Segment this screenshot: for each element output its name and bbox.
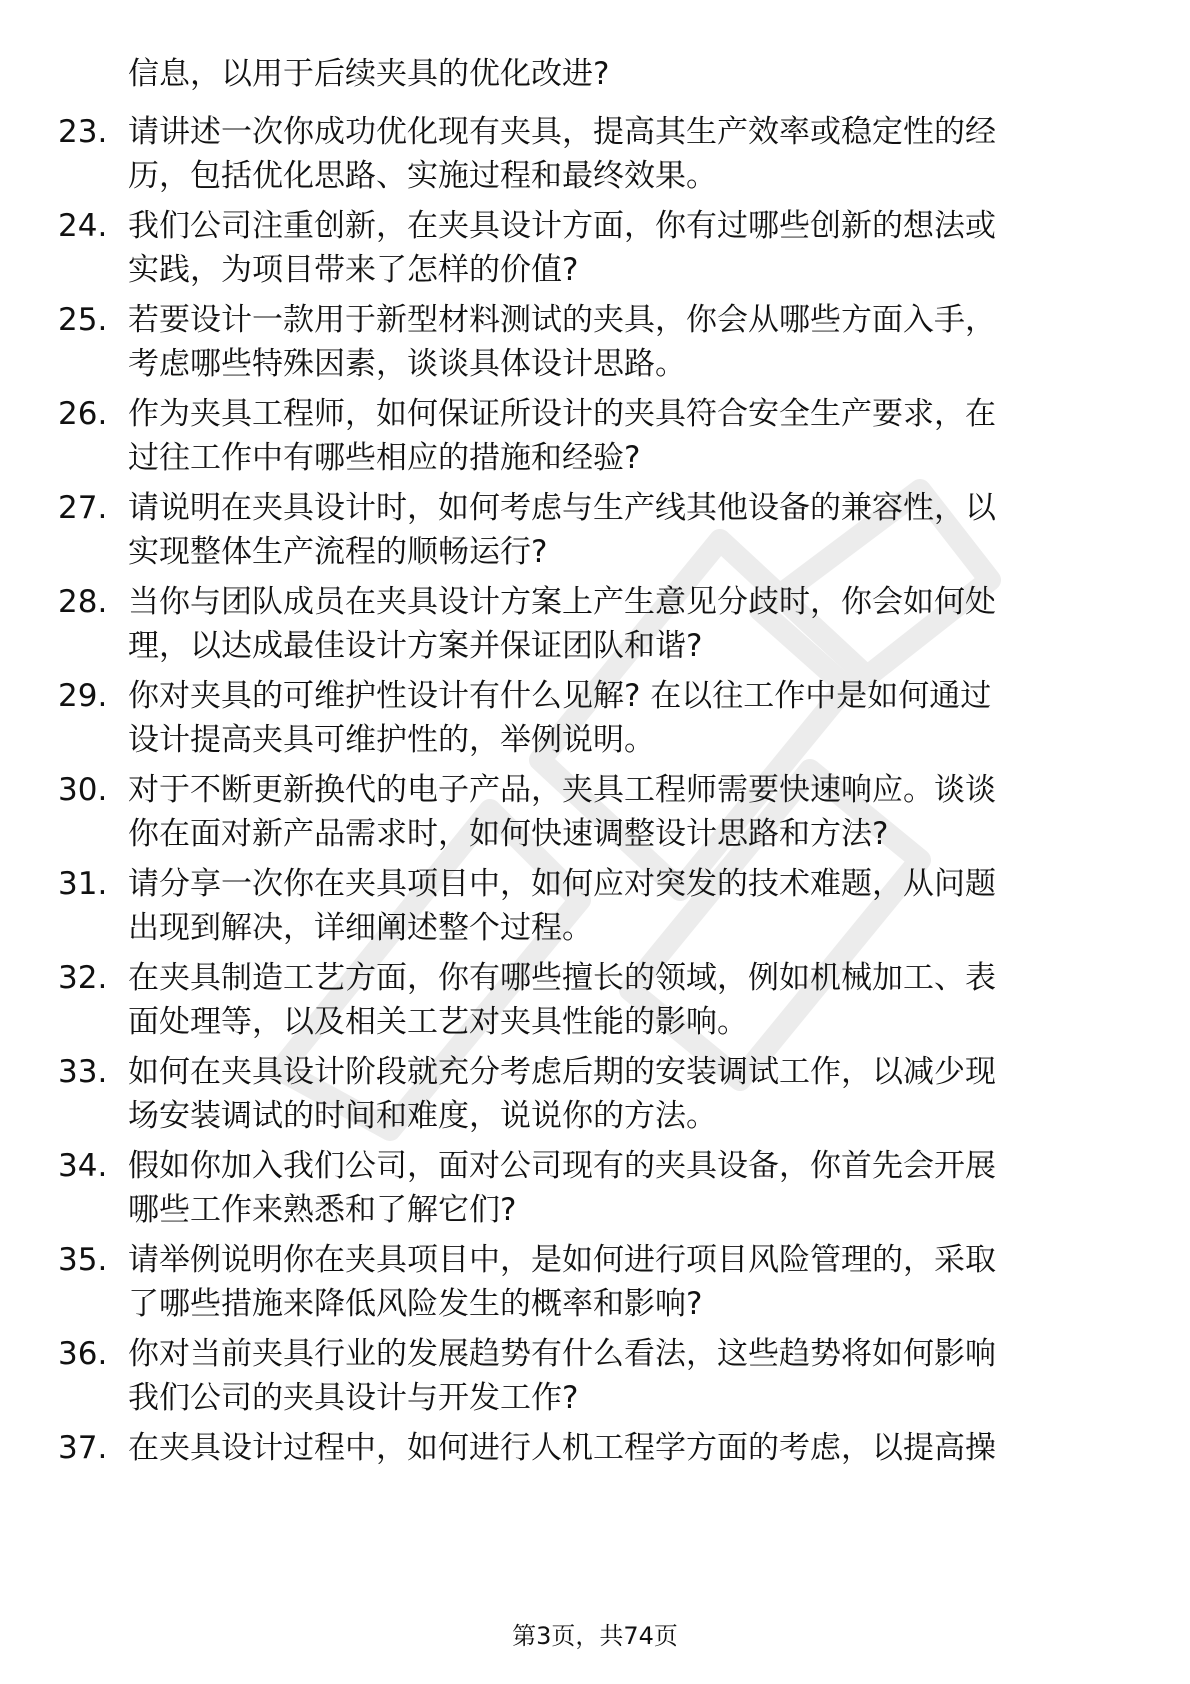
item-line: 你在面对新产品需求时，如何快速调整设计思路和方法? [128,816,889,852]
item-text [128,956,1118,1044]
item-line: 你对当前夹具行业的发展趋势有什么看法，这些趋势将如何影响 [128,1336,996,1372]
page-number-footer: 第3页，共74页 [512,1622,678,1650]
item-number: 25. [58,302,108,338]
item-text [128,1426,1118,1470]
item-line: 设计提高夹具可维护性的，举例说明。 [128,722,655,758]
item-number: 36. [58,1336,108,1372]
item-number: 29. [58,678,108,714]
item-number: 31. [58,866,108,902]
item-text [128,110,1118,198]
item-line: 我们公司注重创新，在夹具设计方面，你有过哪些创新的想法或 [128,208,996,244]
item-line: 你对夹具的可维护性设计有什么见解? 在以往工作中是如何通过 [128,678,992,714]
item-line: 当你与团队成员在夹具设计方案上产生意见分歧时，你会如何处 [128,584,996,620]
item-line: 面处理等，以及相关工艺对夹具性能的影响。 [128,1004,748,1040]
item-number: 34. [58,1148,108,1184]
item-number: 35. [58,1242,108,1278]
continuation-text: 信息，以用于后续夹具的优化改进? [128,56,610,92]
item-number: 27. [58,490,108,526]
item-line: 实现整体生产流程的顺畅运行? [128,534,548,570]
item-line: 出现到解决，详细阐述整个过程。 [128,910,593,946]
item-text [128,486,1118,574]
item-line: 过往工作中有哪些相应的措施和经验? [128,440,641,476]
item-line: 理，以达成最佳设计方案并保证团队和谐? [128,628,703,664]
item-line: 在夹具制造工艺方面，你有哪些擅长的领域，例如机械加工、表 [128,960,996,996]
item-line: 场安装调试的时间和难度，说说你的方法。 [128,1098,717,1134]
item-number: 23. [58,114,108,150]
item-line: 请讲述一次你成功优化现有夹具，提高其生产效率或稳定性的经 [128,114,996,150]
item-line: 考虑哪些特殊因素，谈谈具体设计思路。 [128,346,686,382]
item-number: 30. [58,772,108,808]
item-number: 26. [58,396,108,432]
item-line: 请举例说明你在夹具项目中，是如何进行项目风险管理的，采取 [128,1242,996,1278]
item-number: 24. [58,208,108,244]
item-line: 历，包括优化思路、实施过程和最终效果。 [128,158,717,194]
item-line: 我们公司的夹具设计与开发工作? [128,1380,579,1416]
item-number: 33. [58,1054,108,1090]
item-line: 实践，为项目带来了怎样的价值? [128,252,579,288]
item-line: 对于不断更新换代的电子产品，夹具工程师需要快速响应。谈谈 [128,772,996,808]
item-text [128,1238,1118,1326]
item-text [128,580,1118,668]
item-number: 28. [58,584,108,620]
item-line: 请分享一次你在夹具项目中，如何应对突发的技术难题，从问题 [128,866,996,902]
item-number: 32. [58,960,108,996]
item-text [128,204,1118,292]
item-line: 作为夹具工程师，如何保证所设计的夹具符合安全生产要求，在 [128,396,996,432]
item-text [128,392,1118,480]
item-line: 若要设计一款用于新型材料测试的夹具，你会从哪些方面入手， [128,302,996,338]
item-line: 哪些工作来熟悉和了解它们? [128,1192,517,1228]
item-text [128,1144,1118,1232]
item-line: 请说明在夹具设计时，如何考虑与生产线其他设备的兼容性，以 [128,490,996,526]
item-line: 假如你加入我们公司，面对公司现有的夹具设备，你首先会开展 [128,1148,996,1184]
item-line: 了哪些措施来降低风险发生的概率和影响? [128,1286,703,1322]
item-text [128,674,1118,762]
item-text [128,862,1118,950]
item-number: 37. [58,1430,108,1466]
item-line: 在夹具设计过程中，如何进行人机工程学方面的考虑，以提高操 [128,1430,996,1466]
item-text [128,1050,1118,1138]
item-text [128,298,1118,386]
item-text [128,768,1118,856]
item-line: 如何在夹具设计阶段就充分考虑后期的安装调试工作，以减少现 [128,1054,996,1090]
item-text [128,1332,1118,1420]
